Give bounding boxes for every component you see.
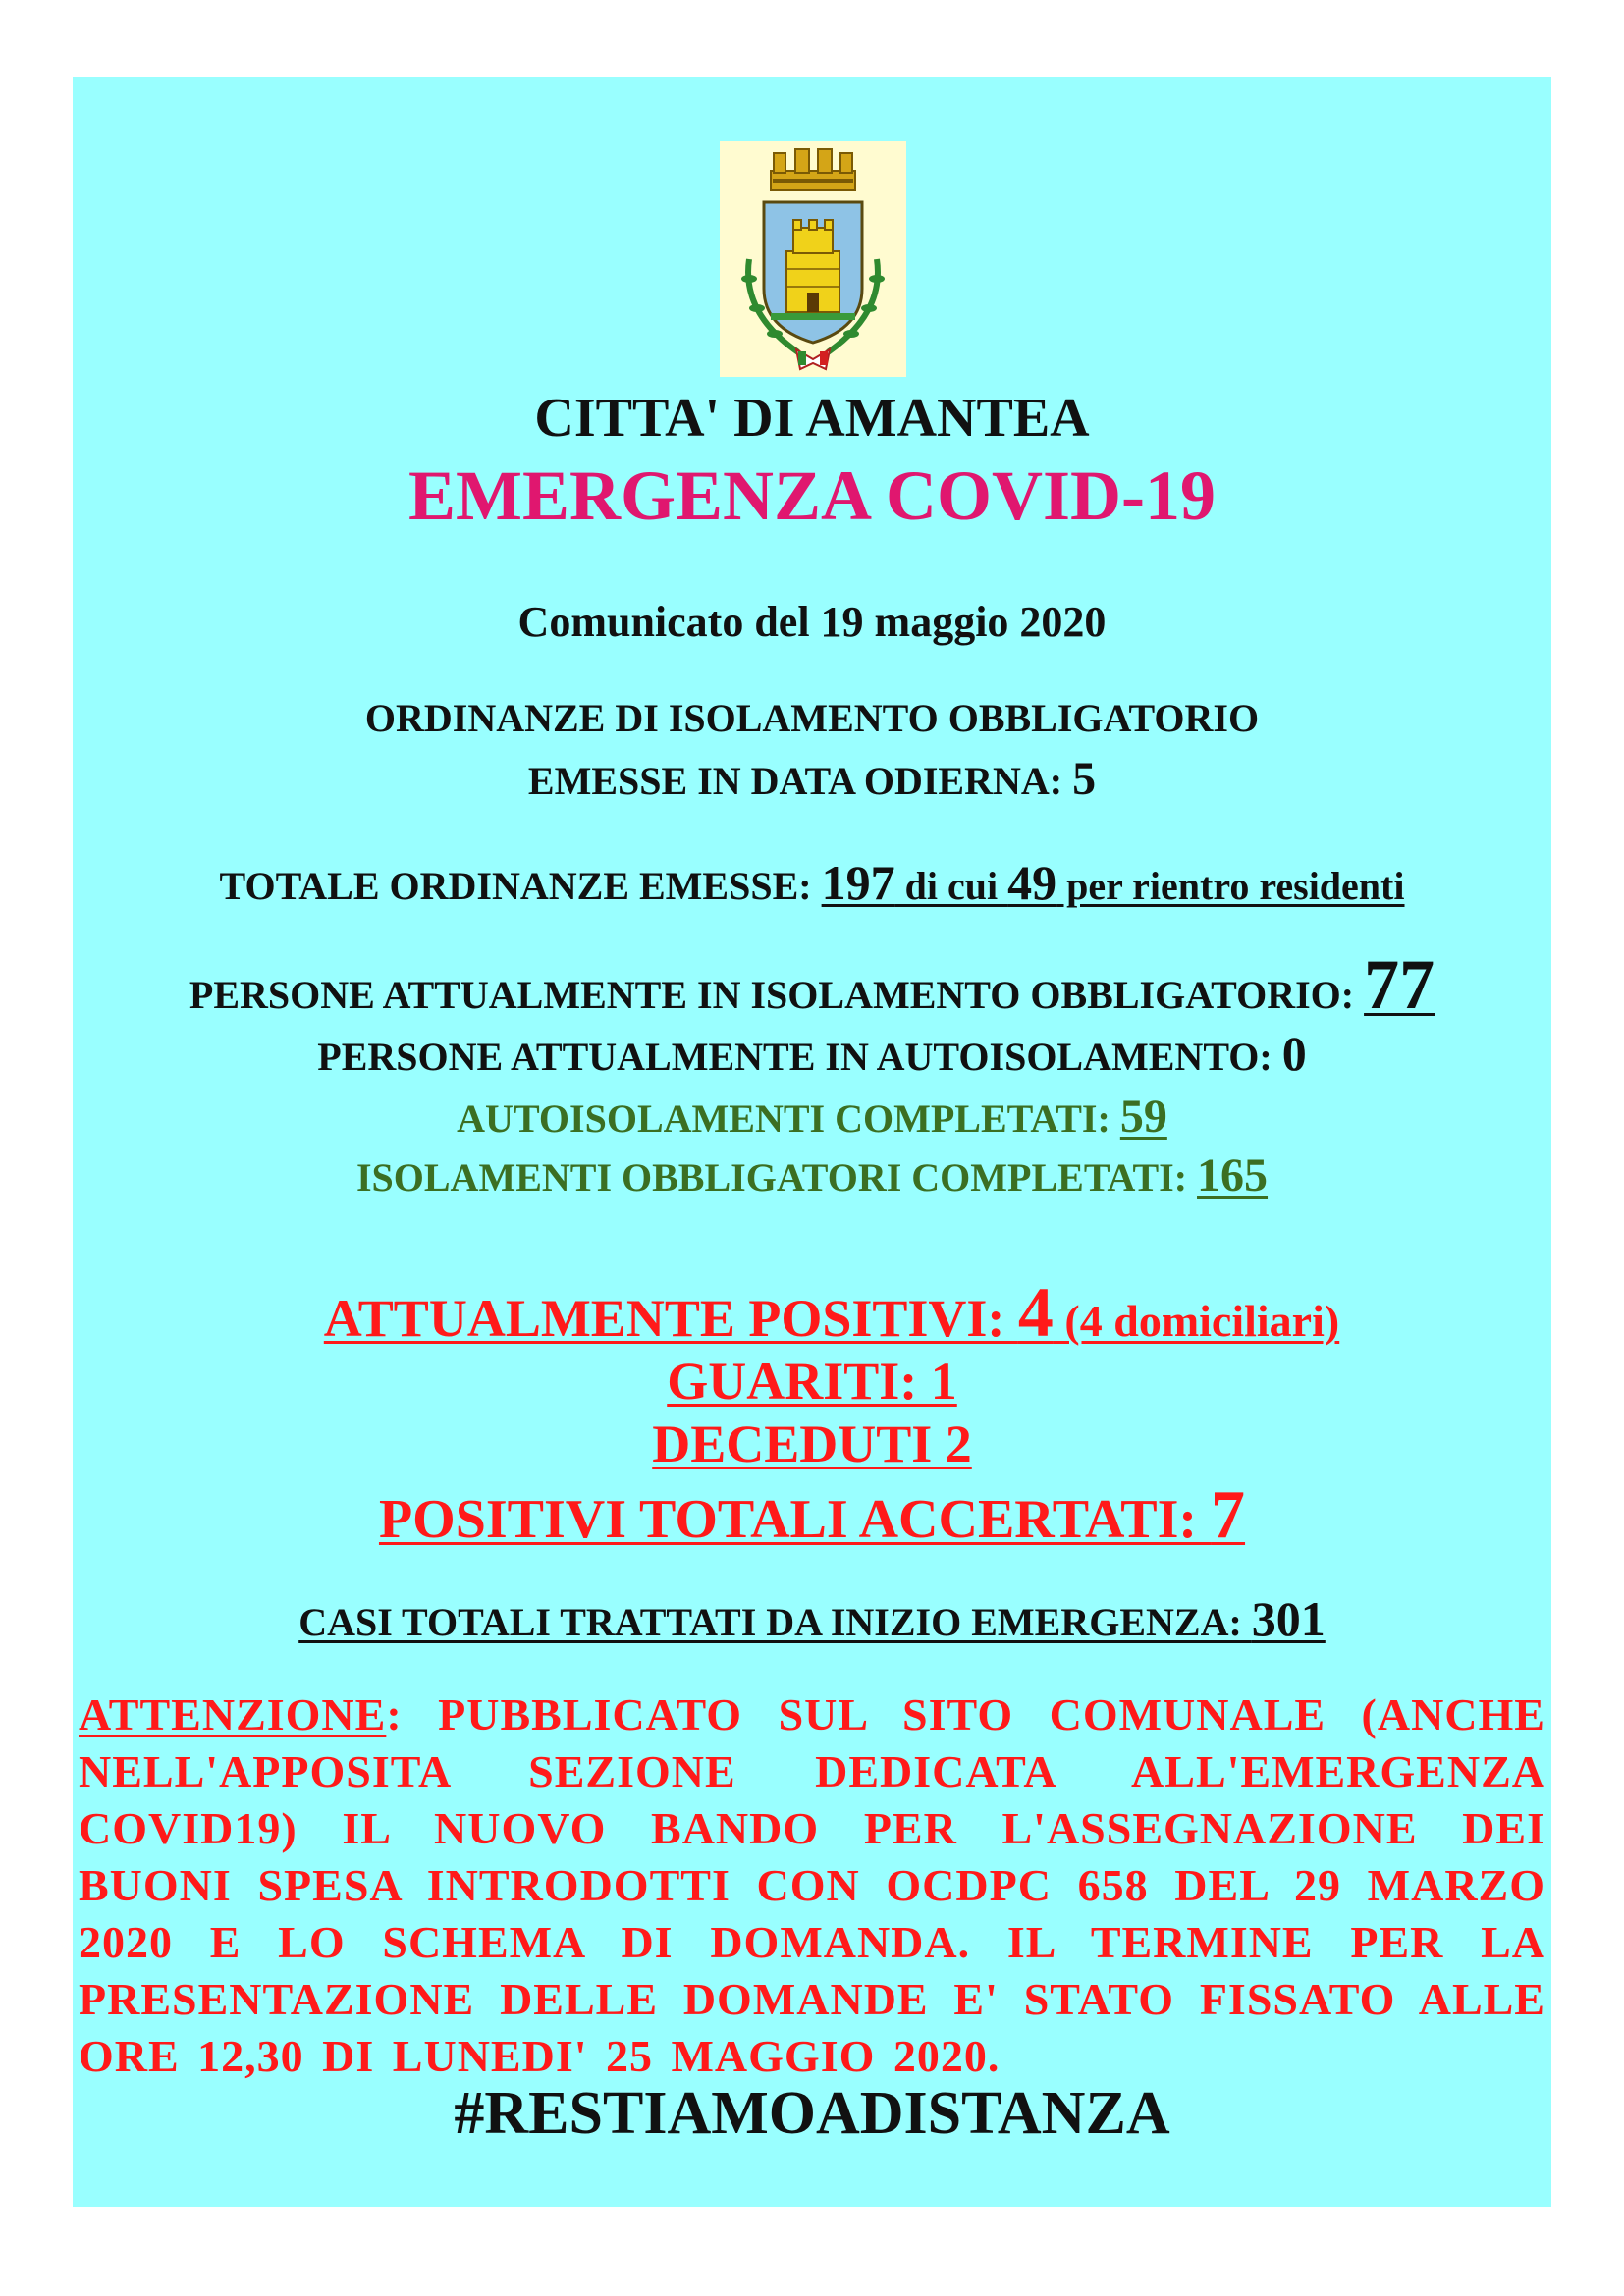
recovered-count: GUARITI: 1 bbox=[667, 1352, 957, 1411]
current-positives-detail bbox=[323, 1273, 1340, 1352]
page-title: EMERGENZA COVID-19 bbox=[407, 456, 1217, 535]
total-positives-value: 7 bbox=[1211, 1477, 1246, 1553]
communique-date: Comunicato del 19 maggio 2020 bbox=[517, 598, 1107, 646]
total-ordinances-value: 197 bbox=[821, 855, 895, 910]
current-positives-value: 4 bbox=[1017, 1273, 1054, 1352]
ordinanze-today-value: 5 bbox=[1072, 753, 1097, 805]
returning-residents-suffix: per rientro residenti bbox=[1056, 864, 1405, 908]
self-isolation-completed-value: 59 bbox=[1119, 1091, 1167, 1143]
hashtag: #RESTIAMOADISTANZA bbox=[454, 2080, 1170, 2147]
mandatory-isolation-completed-line bbox=[73, 1148, 1551, 1202]
notice-body: : PUBBLICATO SUL SITO COMUNALE (ANCHE NELL'APPOSITA SEZIONE DEDICATA ALL'EMERGENZA COVID19) IL NUOVO BANDO PER L'ASSEGNAZIONE DEI BUONI SPESA INTRODOTTI CON OCDPC 658 DEL 29 MARZO 2020 E LO SCHEMA DI DOMANDA. IL TERMINE PER LA PRESENTAZIONE DELLE DOMANDE E' STATO FISSATO ALLE ORE 12,30 DI LUNEDI' 25 MAGGIO 2020. bbox=[79, 1689, 1545, 2081]
deceased-count: DECEDUTI 2 bbox=[652, 1415, 972, 1473]
mandatory-isolation-label: PERSONE ATTUALMENTE IN ISOLAMENTO OBBLIGATORIO: bbox=[189, 973, 1365, 1017]
mandatory-isolation-completed-label: ISOLAMENTI OBBLIGATORI COMPLETATI: bbox=[355, 1155, 1198, 1200]
current-positives-note: (4 domiciliari) bbox=[1053, 1296, 1340, 1346]
total-ordinances-label: TOTALE ORDINANZE EMESSE: bbox=[219, 864, 822, 908]
self-isolation-line bbox=[73, 1025, 1551, 1082]
self-isolation-completed-label: AUTOISOLAMENTI COMPLETATI: bbox=[457, 1096, 1120, 1141]
total-cases-value: 301 bbox=[1251, 1591, 1326, 1646]
deceased-line bbox=[73, 1414, 1551, 1474]
city-name: CITTA' DI AMANTEA bbox=[534, 388, 1090, 449]
ordinanze-heading: ORDINANZE DI ISOLAMENTO OBBLIGATORIO bbox=[364, 696, 1260, 740]
mandatory-isolation-line bbox=[73, 944, 1551, 1026]
total-ordinances-line bbox=[73, 854, 1551, 911]
total-ordinances-mid: di cui bbox=[894, 864, 1008, 908]
total-cases-detail bbox=[298, 1591, 1326, 1646]
mandatory-isolation-completed-value: 165 bbox=[1197, 1149, 1269, 1201]
total-positives-label: POSITIVI TOTALI ACCERTATI: bbox=[378, 1489, 1212, 1550]
ordinanze-today-label: EMESSE IN DATA ODIERNA: bbox=[527, 759, 1073, 803]
notice-paragraph bbox=[79, 1686, 1545, 2085]
self-isolation-completed-line bbox=[73, 1090, 1551, 1144]
notice-lead: ATTENZIONE bbox=[79, 1689, 387, 1739]
total-positives-detail bbox=[378, 1477, 1246, 1553]
self-isolation-value: 0 bbox=[1281, 1026, 1307, 1081]
total-cases-label: CASI TOTALI TRATTATI DA INIZIO EMERGENZA: bbox=[298, 1600, 1252, 1644]
total-ordinances-detail bbox=[821, 855, 1405, 910]
self-isolation-label: PERSONE ATTUALMENTE IN AUTOISOLAMENTO: bbox=[317, 1035, 1282, 1079]
ordinanze-today-line bbox=[73, 752, 1551, 806]
current-positives-label: ATTUALMENTE POSITIVI: bbox=[323, 1289, 1018, 1348]
returning-residents-value: 49 bbox=[1007, 855, 1057, 910]
recovered-line bbox=[73, 1351, 1551, 1412]
mandatory-isolation-value: 77 bbox=[1364, 945, 1435, 1024]
total-positives-line bbox=[73, 1476, 1551, 1555]
coat-of-arms-emblem bbox=[720, 141, 906, 377]
total-cases-line bbox=[73, 1590, 1551, 1647]
current-positives-line bbox=[73, 1272, 1551, 1354]
